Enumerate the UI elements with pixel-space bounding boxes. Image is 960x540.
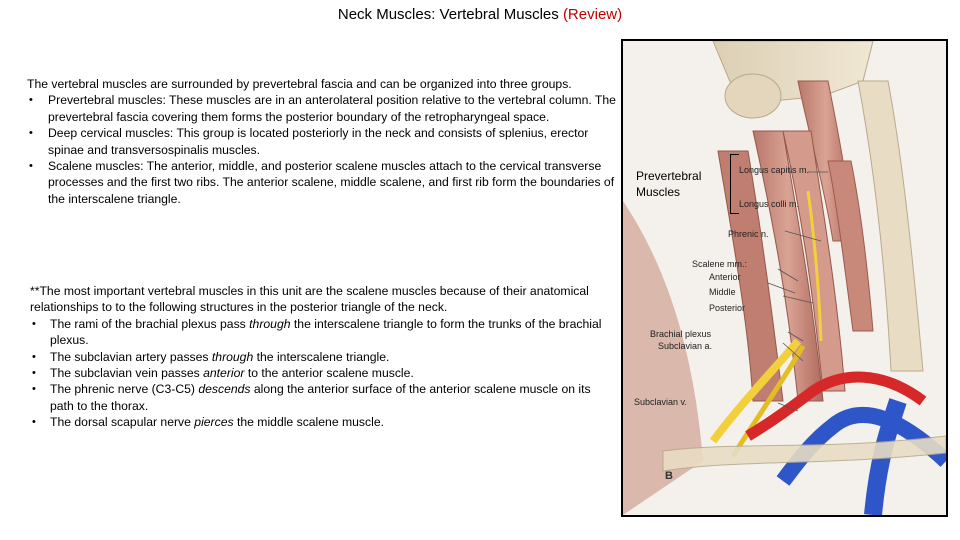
- label-longus-capitis: Longus capitis m.: [739, 165, 810, 175]
- bullet-icon: •: [29, 160, 33, 173]
- list-item: • Scalene muscles: The anterior, middle, and posterior scalene muscles attach to the cervical transverse processes and the first two ribs. The anterior scalene, middle scalene, and first rib form the boundaries of the interscalene triangle.: [29, 159, 615, 206]
- muscle-groups-list: [27, 92, 617, 207]
- label-subclavian-vein: Subclavian v.: [634, 397, 687, 407]
- label-longus-colli: Longus colli m.: [739, 199, 800, 209]
- label-anterior-scalene: Anterior: [709, 272, 741, 282]
- list-item: • The subclavian vein passes anterior to the anterior scalene muscle.: [32, 366, 414, 381]
- page-title-accent: (Review): [562, 6, 623, 23]
- bullet-icon: •: [32, 383, 36, 396]
- list-item: • The subclavian artery passes through the interscalene triangle.: [32, 349, 390, 364]
- anatomy-drawing: [623, 41, 946, 515]
- list-item: • Prevertebral muscles: These muscles are in an anterolateral position relative to the vertebral column. The prevertebral fascia covering them forms the posterior boundary of the retropharyngeal space.: [29, 93, 616, 124]
- prevertebral-bracket: [730, 154, 739, 214]
- list-item: • The phrenic nerve (C3-C5) descends along the anterior surface of the anterior scalene muscle on its path to the thorax.: [32, 382, 591, 413]
- label-brachial-plexus: Brachial plexus: [650, 329, 712, 339]
- page-title: [0, 6, 960, 24]
- section1-intro: The vertebral muscles are surrounded by prevertebral fascia and can be organized into three groups.: [27, 77, 572, 91]
- neck-anatomy-illustration: [621, 39, 948, 517]
- label-phrenic-nerve: Phrenic n.: [728, 229, 769, 239]
- bullet-icon: •: [32, 317, 36, 330]
- mastoid-shape: [725, 74, 781, 118]
- bullet-icon: •: [32, 367, 36, 380]
- bullet-icon: •: [32, 350, 36, 363]
- bullet-icon: •: [29, 127, 33, 140]
- label-subclavian-artery: Subclavian a.: [658, 341, 713, 351]
- list-item: • The rami of the brachial plexus pass through the interscalene triangle to form the trunks of the brachial plexus.: [32, 316, 602, 348]
- bullet-icon: •: [29, 94, 33, 107]
- section2-intro: **The most important vertebral muscles in this unit are the scalene muscles because of their anatomical relationships to to the following structures in the posterior triangle of the neck.: [30, 284, 589, 315]
- vertebral-groups-section: [27, 76, 617, 207]
- label-scalene-muscles: Scalene mm.:: [692, 259, 748, 269]
- prevertebral-muscles-label: Prevertebral Muscles: [636, 169, 702, 199]
- bullet-icon: •: [32, 416, 36, 429]
- page-title-main: Neck Muscles: Vertebral Muscles: [337, 6, 563, 23]
- label-posterior-scalene: Posterior: [709, 303, 746, 313]
- list-item: • Deep cervical muscles: This group is located posteriorly in the neck and consists of splenius, erector spinae and transversospinalis muscles.: [29, 126, 589, 157]
- label-middle-scalene: Middle: [709, 287, 736, 297]
- figure-panel-letter: B: [665, 470, 673, 482]
- scalene-relations-section: [30, 283, 615, 431]
- relations-list: [30, 316, 615, 431]
- list-item: • The dorsal scapular nerve pierces the middle scalene muscle.: [32, 415, 384, 430]
